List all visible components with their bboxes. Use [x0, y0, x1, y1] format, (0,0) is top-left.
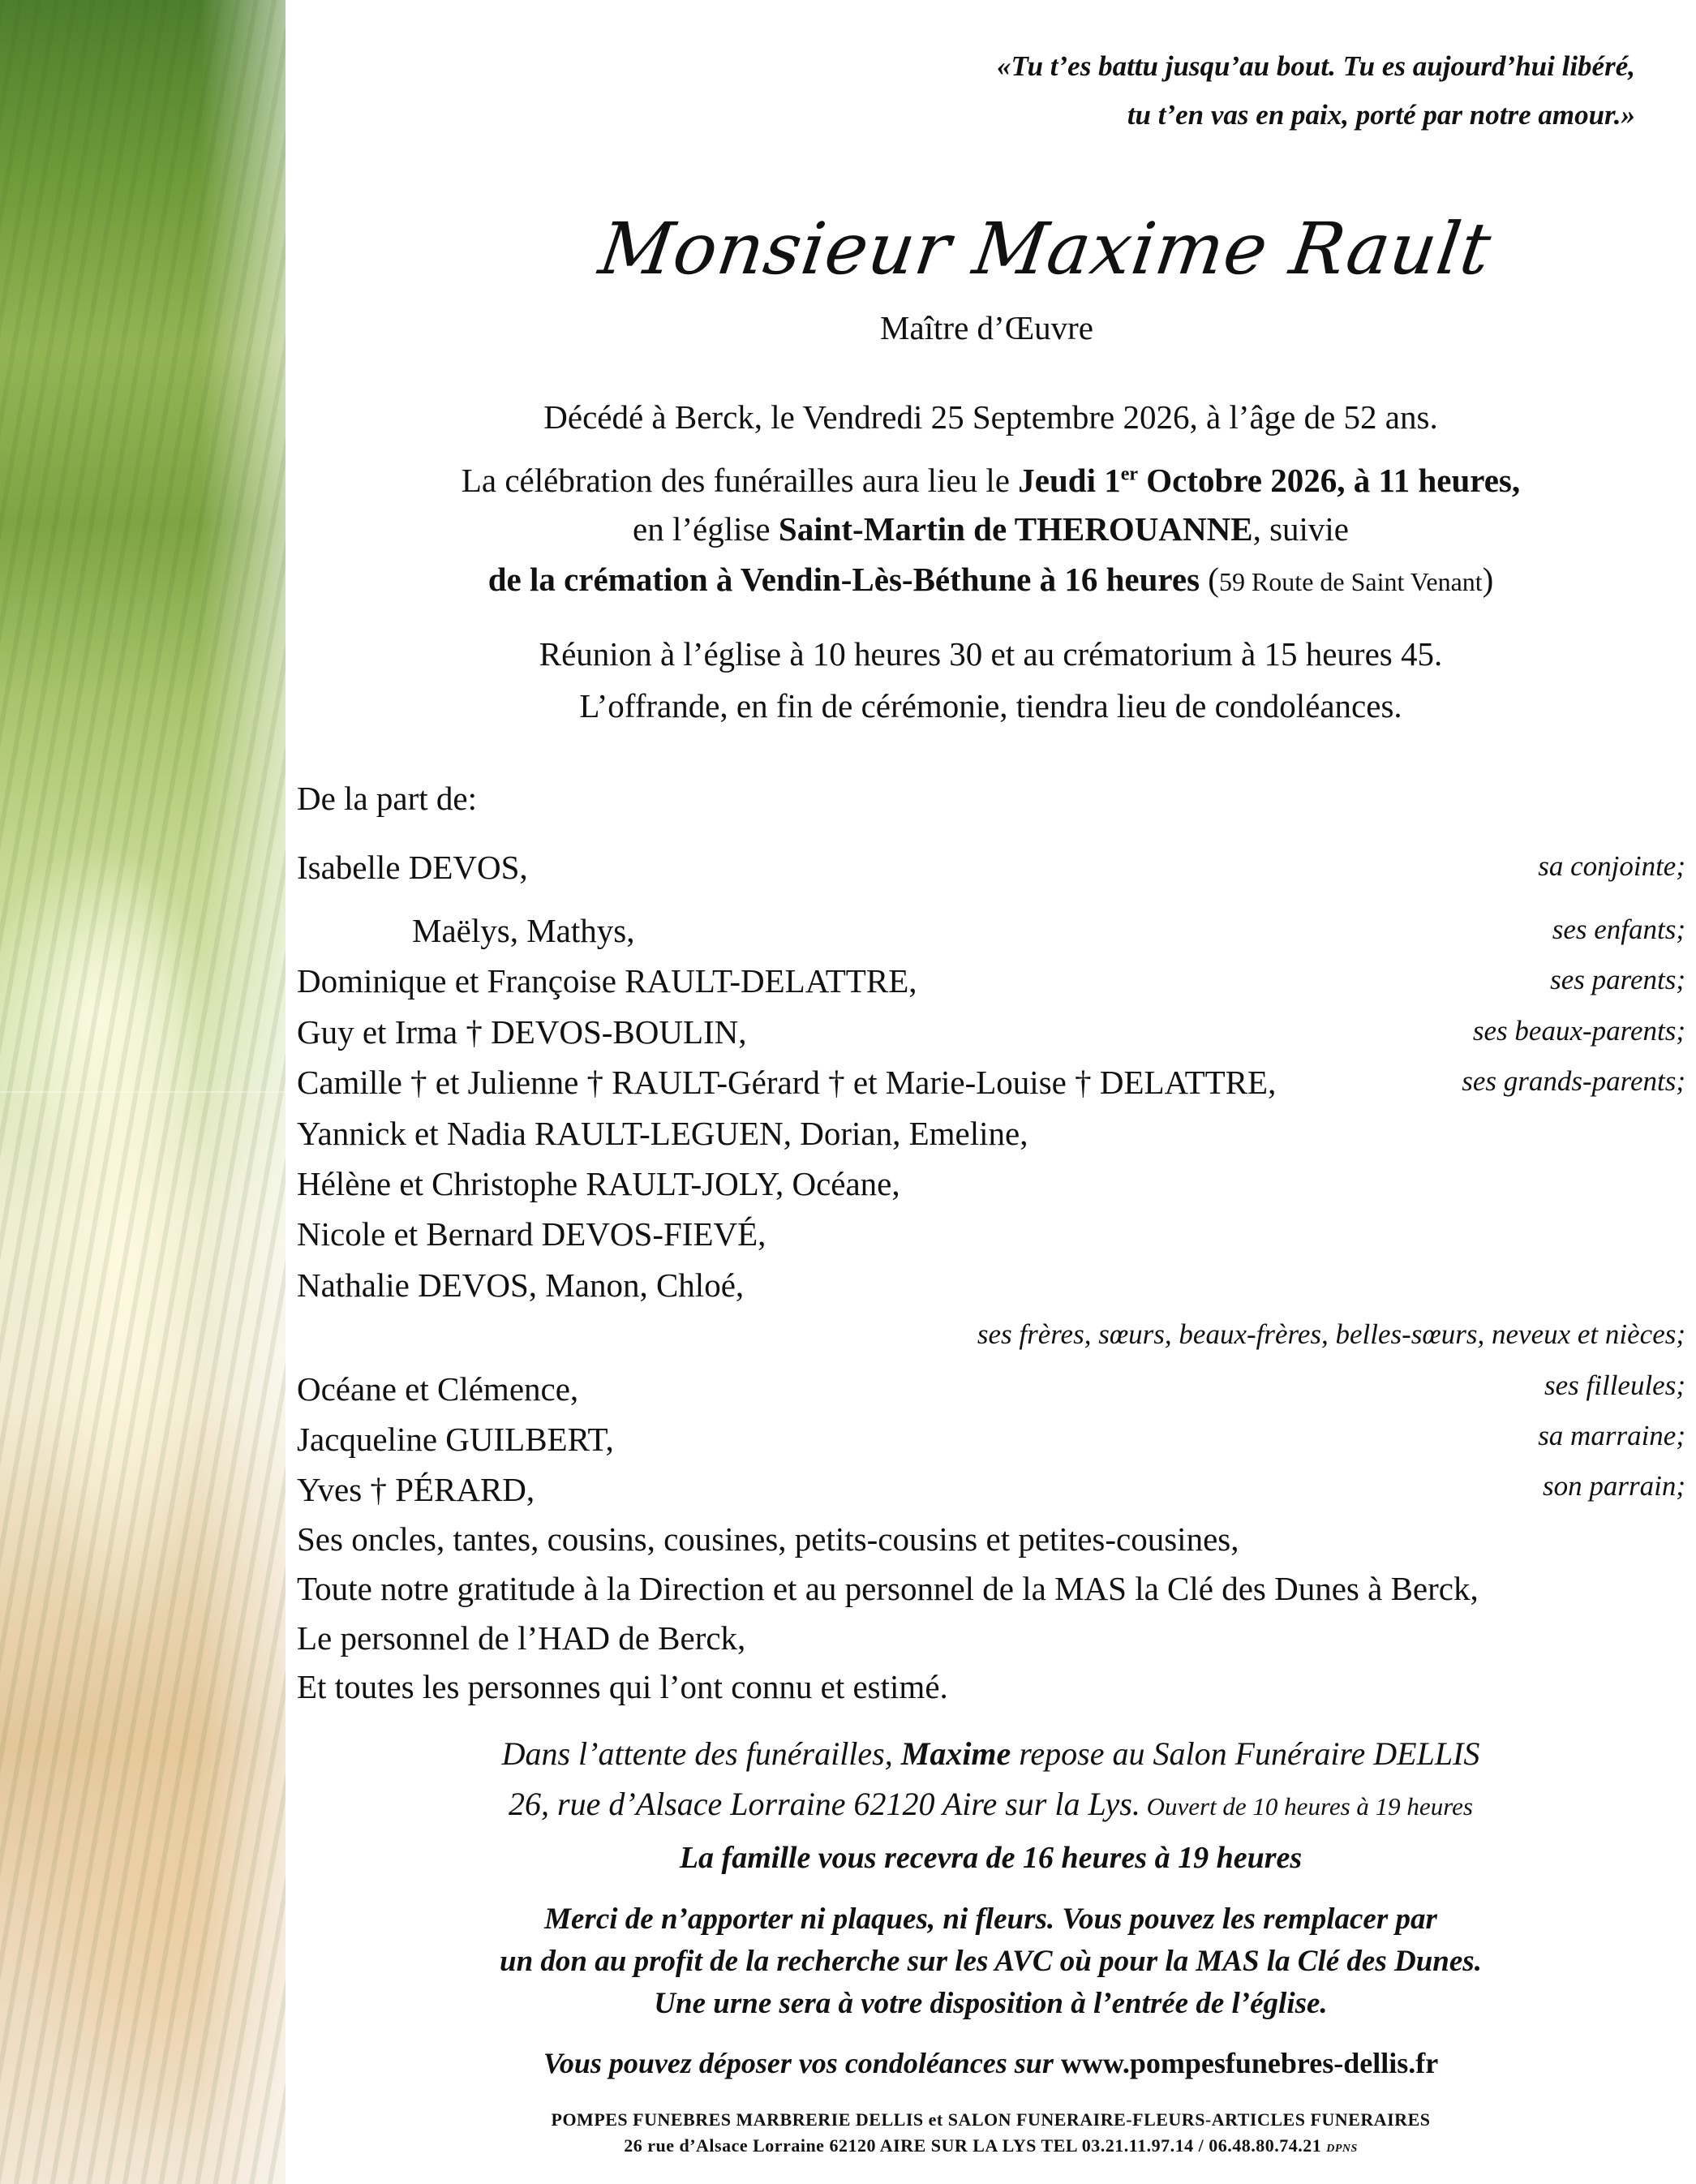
condolences-url[interactable]: www.pompesfunebres-dellis.fr: [1060, 2047, 1439, 2079]
family-relation: ses filleules;: [1544, 1369, 1685, 1401]
family-line: Ses oncles, tantes, cousins, cousines, petits-cousins et petites-cousines,: [297, 1520, 1239, 1558]
deceased-name: Monsieur Maxime Rault: [594, 207, 1496, 290]
death-notice: Décédé à Berck, le Vendredi 25 Septembre 2026, à l’âge de 52 ans.: [543, 398, 1438, 436]
funeral-sup: er: [1120, 463, 1139, 485]
family-relation: ses beaux-parents;: [1472, 1015, 1685, 1047]
family-line: Jacqueline GUILBERT,: [297, 1421, 614, 1458]
funeral-date: Octobre 2026, à 11 heures,: [1138, 462, 1521, 499]
family-line: Yves † PÉRARD,: [297, 1471, 535, 1508]
church-prefix: en l’église: [633, 510, 779, 548]
family-line: Camille † et Julienne † RAULT-Gérard † et Marie-Louise † DELATTRE,: [297, 1064, 1277, 1101]
funeral-date-line: [286, 461, 1696, 500]
meeting-line: Réunion à l’église à 10 heures 30 et au crématorium à 15 heures 45.: [539, 635, 1443, 673]
cremation-text: de la crémation à Vendin-Lès-Béthune à 16 heures: [487, 561, 1200, 598]
family-line: Guy et Irma † DEVOS-BOULIN,: [297, 1013, 747, 1051]
condolences-prefix: Vous pouvez déposer vos condoléances sur: [543, 2047, 1061, 2079]
family-relation: sa marraine;: [1538, 1420, 1685, 1451]
cremation-line: [286, 560, 1696, 599]
church-suffix: , suivie: [1252, 510, 1349, 548]
family-relation: son parrain;: [1543, 1470, 1685, 1502]
quote-line-2: tu t’en vas en paix, porté par notre amour.»: [1127, 99, 1635, 131]
offering-line: L’offrande, en fin de cérémonie, tiendra lieu de condoléances.: [579, 687, 1402, 724]
rest-prefix: Dans l’attente des funérailles,: [501, 1735, 901, 1772]
church-line: [286, 509, 1696, 548]
funeral-prefix: La célébration des funérailles aura lieu le: [461, 462, 1019, 499]
rest-line: [286, 1735, 1696, 1773]
family-line: Isabelle DEVOS,: [297, 849, 528, 886]
family-relation: ses parents;: [1550, 964, 1685, 995]
family-line: Yannick et Nadia RAULT-LEGUEN, Dorian, Emeline,: [297, 1115, 1028, 1152]
cremation-close: ): [1482, 561, 1494, 598]
footer-mark: DPNS: [1326, 2143, 1358, 2155]
footer-address-line: [286, 2135, 1696, 2156]
no-flowers-line-2: un don au profit de la recherche sur les AVC où pour la MAS la Clé des Dunes.: [500, 1945, 1482, 1978]
family-line: Nathalie DEVOS, Manon, Chloé,: [297, 1266, 745, 1304]
no-flowers-line-1: Merci de n’apporter ni plaques, ni fleurs. Vous pouvez les remplacer par: [544, 1902, 1437, 1936]
cremation-address: 59 Route de Saint Venant: [1218, 567, 1483, 596]
family-line: Le personnel de l’HAD de Berck,: [297, 1619, 746, 1657]
footer-company: POMPES FUNEBRES MARBRERIE DELLIS et SALON FUNERAIRE-FLEURS-ARTICLES FUNERAIRES: [551, 2109, 1431, 2130]
family-relation: ses frères, sœurs, beaux-frères, belles-sœurs, neveux et nièces;: [977, 1318, 1685, 1350]
family-line: Et toutes les personnes qui l’ont connu et estimé.: [297, 1668, 948, 1705]
family-receives: La famille vous recevra de 16 heures à 19 heures: [679, 1841, 1303, 1875]
family-relation: sa conjointe;: [1538, 850, 1685, 882]
family-relation: ses enfants;: [1552, 914, 1685, 945]
church-name: Saint-Martin de THEROUANNE: [778, 510, 1253, 548]
family-line: Dominique et Françoise RAULT-DELATTRE,: [297, 962, 917, 1000]
rest-name: Maxime: [900, 1735, 1011, 1772]
family-relation: ses grands-parents;: [1462, 1065, 1685, 1097]
family-line: Toute notre gratitude à la Direction et au personnel de la MAS la Clé des Dunes à Berck,: [297, 1570, 1479, 1607]
fold-line: [0, 1091, 286, 1093]
rest-suffix: repose au Salon Funéraire DELLIS: [1011, 1735, 1480, 1772]
salon-address: 26, rue d’Alsace Lorraine 62120 Aire sur la Lys.: [509, 1786, 1140, 1822]
family-intro: De la part de:: [297, 780, 477, 817]
funeral-day: Jeudi 1: [1018, 462, 1121, 499]
footer-address: 26 rue d’Alsace Lorraine 62120 AIRE SUR LA LYS TEL 03.21.11.97.14 / 06.48.80.74.21: [624, 2135, 1322, 2156]
salon-hours: Ouvert de 10 heures à 19 heures: [1140, 1792, 1473, 1821]
family-line: Nicole et Bernard DEVOS-FIEVÉ,: [297, 1215, 766, 1253]
deceased-profession: Maître d’Œuvre: [880, 309, 1093, 346]
family-line: Maëlys, Mathys,: [412, 912, 635, 949]
cremation-open: (: [1200, 561, 1219, 598]
family-line: Hélène et Christophe RAULT-JOLY, Océane,: [297, 1165, 900, 1202]
condolences-line: [286, 2046, 1696, 2080]
salon-address-line: [286, 1785, 1696, 1823]
family-line: Océane et Clémence,: [297, 1370, 579, 1408]
no-flowers-line-3: Une urne sera à votre disposition à l’entrée de l’église.: [654, 1987, 1328, 2020]
quote-line-1: «Tu t’es battu jusqu’au bout. Tu es aujourd’hui libéré,: [996, 50, 1635, 82]
